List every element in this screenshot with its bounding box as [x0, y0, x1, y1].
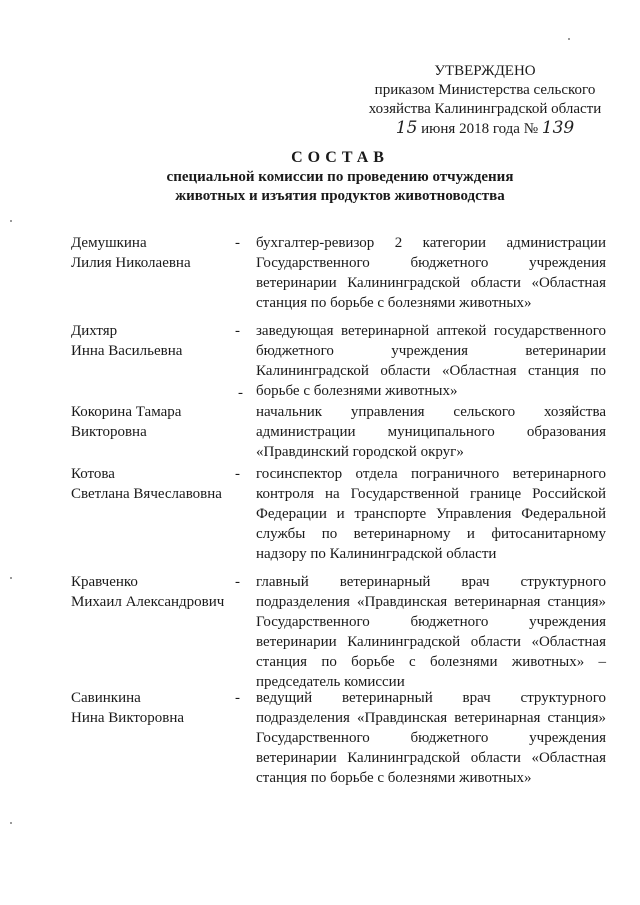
member-name — [71, 321, 236, 361]
document-heading — [0, 148, 640, 206]
member-separator: - — [235, 323, 240, 339]
member-name — [71, 688, 236, 728]
approval-block — [360, 62, 610, 139]
member-given-names: Лилия Николаевна — [71, 255, 191, 271]
member-separator: - — [235, 574, 240, 590]
member-given-names: Светлана Вячеславовна — [71, 486, 222, 502]
member-role: главный ветеринарный врач структурного подразделения «Правдинская ветеринарная станция» Государственного бюджетного учреждения ветеринарии Калининградской области «Областная станция по борьбе с болезнями животных» – председатель комиссии — [256, 574, 606, 690]
member-separator: - — [235, 690, 240, 706]
heading-subtitle-line-1: специальной комиссии по проведению отчуждения — [166, 169, 514, 185]
member-name — [71, 402, 236, 442]
approval-line-1: приказом Министерства сельского — [374, 82, 596, 98]
member-name — [71, 464, 236, 504]
member-separator: - — [235, 235, 240, 251]
member-surname: Кокорина Тамара — [71, 404, 182, 420]
member-role: бухгалтер-ревизор 2 категории администрации Государственного бюджетного учреждения ветеринарии Калининградской области «Областная станция по борьбе с болезнями животных» — [256, 235, 606, 311]
member-surname: Дихтяр — [71, 323, 118, 339]
member-given-names: Викторовна — [71, 424, 147, 440]
approval-date-text: июня 2018 года № — [421, 121, 539, 137]
member-given-names: Михаил Александрович — [71, 594, 225, 610]
heading-title: СОСТАВ — [291, 149, 389, 166]
member-role: госинспектор отдела пограничного ветеринарного контроля на Государственной границе Российской Федерации и транспорте Управления Федеральной службы по ветеринарному и фитосанитарному надзору по Калининградской области — [256, 466, 606, 562]
member-name — [71, 233, 236, 273]
approval-title: УТВЕРЖДЕНО — [434, 63, 536, 79]
member-role: начальник управления сельского хозяйства администрации муниципального образования «Правдинский городской округ» — [256, 404, 606, 460]
handwritten-day: 15 — [395, 118, 418, 138]
scan-speck — [10, 822, 12, 824]
member-role: заведующая ветеринарной аптекой государственного бюджетного учреждения ветеринарии Калининградской области «Областная станция по борьбе с болезнями животных» — [256, 323, 606, 399]
approval-line-2: хозяйства Калининградской области — [368, 101, 602, 117]
scan-speck — [10, 220, 12, 222]
handwritten-order-number: 139 — [541, 118, 575, 138]
member-separator: - — [235, 466, 240, 482]
member-surname: Котова — [71, 466, 115, 482]
scan-speck — [568, 38, 570, 40]
scan-speck — [10, 577, 12, 579]
member-given-names: Нина Викторовна — [71, 710, 185, 726]
approval-date-line — [360, 119, 610, 139]
member-given-names: Инна Васильевна — [71, 343, 183, 359]
member-surname: Кравченко — [71, 574, 138, 590]
member-surname: Савинкина — [71, 690, 141, 706]
member-role: ведущий ветеринарный врач структурного подразделения «Правдинская ветеринарная станция» Государственного бюджетного учреждения ветеринарии Калининградской области «Областная станция по борьбе с болезнями животных» — [256, 690, 606, 786]
heading-subtitle-line-2: животных и изъятия продуктов животноводства — [175, 188, 505, 204]
member-separator: - — [238, 385, 243, 401]
member-surname: Демушкина — [71, 235, 147, 251]
member-name — [71, 572, 236, 612]
